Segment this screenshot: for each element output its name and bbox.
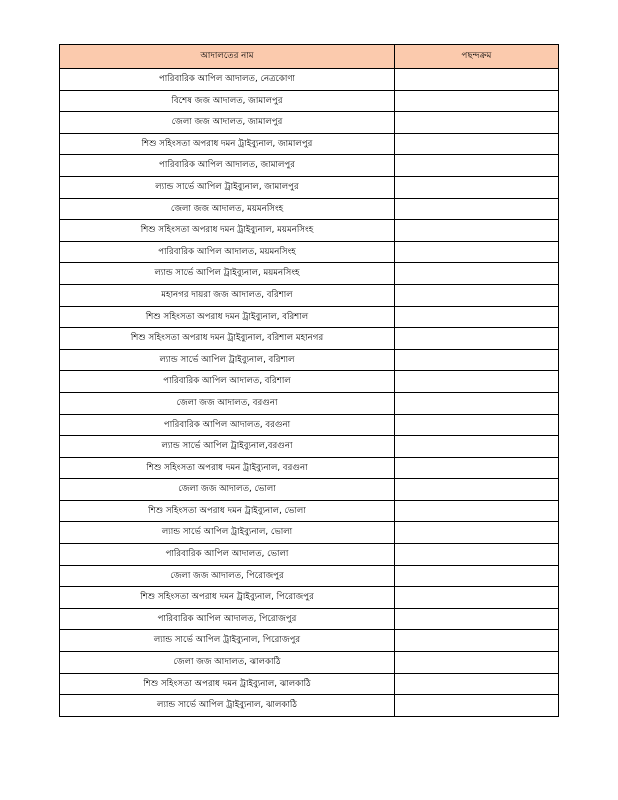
preference-cell[interactable] xyxy=(395,328,559,350)
preference-cell[interactable] xyxy=(395,695,559,717)
preference-cell[interactable] xyxy=(395,220,559,242)
table-row xyxy=(60,522,559,544)
preference-cell[interactable] xyxy=(395,306,559,328)
table-row xyxy=(60,112,559,134)
court-name-cell: জেলা জজ আদালত, ঝালকাঠি xyxy=(60,652,395,674)
table-row xyxy=(60,69,559,91)
preference-cell[interactable] xyxy=(395,284,559,306)
preference-cell[interactable] xyxy=(395,371,559,393)
preference-cell[interactable] xyxy=(395,90,559,112)
table-row xyxy=(60,284,559,306)
court-name-cell: পারিবারিক আপিল আদালত, ময়মনসিংহ xyxy=(60,241,395,263)
preference-cell[interactable] xyxy=(395,522,559,544)
table-header xyxy=(60,45,559,69)
court-name-cell: বিশেষ জজ আদালত, জামালপুর xyxy=(60,90,395,112)
table-row xyxy=(60,414,559,436)
table-row xyxy=(60,673,559,695)
header-row xyxy=(60,45,559,69)
table-row xyxy=(60,241,559,263)
court-name-cell: জেলা জজ আদালত, পিরোজপুর xyxy=(60,565,395,587)
table-row xyxy=(60,90,559,112)
table-row xyxy=(60,371,559,393)
preference-cell[interactable] xyxy=(395,69,559,91)
court-name-cell: শিশু সহিংসতা অপরাধ দমন ট্রাইব্যুনাল, বরিশাল মহানগর xyxy=(60,328,395,350)
court-name-cell: ল্যান্ড সার্ভে আপিল ট্রাইব্যুনাল, পিরোজপুর xyxy=(60,630,395,652)
court-name-cell: ল্যান্ড সার্ভে আপিল ট্রাইব্যুনাল, জামালপুর xyxy=(60,176,395,198)
preference-cell[interactable] xyxy=(395,133,559,155)
preference-cell[interactable] xyxy=(395,457,559,479)
table-row xyxy=(60,587,559,609)
court-name-cell: জেলা জজ আদালত, বরগুনা xyxy=(60,392,395,414)
court-name-cell: শিশু সহিংসতা অপরাধ দমন ট্রাইব্যুনাল, পিরোজপুর xyxy=(60,587,395,609)
table-row xyxy=(60,652,559,674)
preference-cell[interactable] xyxy=(395,479,559,501)
preference-cell[interactable] xyxy=(395,414,559,436)
court-name-cell: জেলা জজ আদালত, ময়মনসিংহ xyxy=(60,198,395,220)
court-name-cell: ল্যান্ড সার্ভে আপিল ট্রাইব্যুনাল, ময়মনসিংহ xyxy=(60,263,395,285)
court-name-cell: শিশু সহিংসতা অপরাধ দমন ট্রাইব্যুনাল, ঝালকাঠি xyxy=(60,673,395,695)
court-name-cell: পারিবারিক আপিল আদালত, বরিশাল xyxy=(60,371,395,393)
preference-cell[interactable] xyxy=(395,176,559,198)
table-row xyxy=(60,457,559,479)
table-row xyxy=(60,263,559,285)
table-row xyxy=(60,630,559,652)
table-row xyxy=(60,349,559,371)
preference-cell[interactable] xyxy=(395,436,559,458)
table-row xyxy=(60,479,559,501)
preference-cell[interactable] xyxy=(395,544,559,566)
court-name-cell: মহানগর দায়রা জজ আদালত, বরিশাল xyxy=(60,284,395,306)
table-row xyxy=(60,608,559,630)
table-row xyxy=(60,306,559,328)
court-name-cell: জেলা জজ আদালত, জামালপুর xyxy=(60,112,395,134)
court-name-cell: শিশু সহিংসতা অপরাধ দমন ট্রাইব্যুনাল, বরগুনা xyxy=(60,457,395,479)
court-name-cell: ল্যান্ড সার্ভে আপিল ট্রাইব্যুনাল, বরিশাল xyxy=(60,349,395,371)
preference-cell[interactable] xyxy=(395,652,559,674)
table-row xyxy=(60,565,559,587)
preference-cell[interactable] xyxy=(395,263,559,285)
table-row xyxy=(60,198,559,220)
preference-cell[interactable] xyxy=(395,587,559,609)
preference-cell[interactable] xyxy=(395,673,559,695)
header-preference: পছন্দক্রম xyxy=(395,45,559,69)
table-row xyxy=(60,392,559,414)
table-row xyxy=(60,176,559,198)
table-body xyxy=(60,69,559,717)
preference-cell[interactable] xyxy=(395,630,559,652)
preference-cell[interactable] xyxy=(395,500,559,522)
table-row xyxy=(60,328,559,350)
preference-cell[interactable] xyxy=(395,608,559,630)
header-court-name: আদালতের নাম xyxy=(60,45,395,69)
court-name-cell: পারিবারিক আপিল আদালত, জামালপুর xyxy=(60,155,395,177)
court-name-cell: পারিবারিক আপিল আদালত, নেত্রকোণা xyxy=(60,69,395,91)
table-row xyxy=(60,155,559,177)
court-name-cell: শিশু সহিংসতা অপরাধ দমন ট্রাইব্যুনাল, ভোলা xyxy=(60,500,395,522)
court-name-cell: ল্যান্ড সার্ভে আপিল ট্রাইব্যুনাল, ঝালকাঠি xyxy=(60,695,395,717)
preference-cell[interactable] xyxy=(395,392,559,414)
table-row xyxy=(60,544,559,566)
preference-cell[interactable] xyxy=(395,155,559,177)
table-row xyxy=(60,695,559,717)
preference-cell[interactable] xyxy=(395,565,559,587)
table-row xyxy=(60,220,559,242)
table-row xyxy=(60,436,559,458)
court-preference-table xyxy=(59,44,559,717)
court-name-cell: ল্যান্ড সার্ভে আপিল ট্রাইব্যুনাল,বরগুনা xyxy=(60,436,395,458)
preference-cell[interactable] xyxy=(395,241,559,263)
court-name-cell: পারিবারিক আপিল আদালত, বরগুনা xyxy=(60,414,395,436)
preference-cell[interactable] xyxy=(395,198,559,220)
court-name-cell: জেলা জজ আদালত, ভোলা xyxy=(60,479,395,501)
court-name-cell: পারিবারিক আপিল আদালত, ভোলা xyxy=(60,544,395,566)
preference-cell[interactable] xyxy=(395,112,559,134)
court-name-cell: শিশু সহিংসতা অপরাধ দমন ট্রাইব্যুনাল, জামালপুর xyxy=(60,133,395,155)
court-name-cell: শিশু সহিংসতা অপরাধ দমন ট্রাইব্যুনাল, বরিশাল xyxy=(60,306,395,328)
court-name-cell: পারিবারিক আপিল আদালত, পিরোজপুর xyxy=(60,608,395,630)
court-name-cell: ল্যান্ড সার্ভে আপিল ট্রাইব্যুনাল, ভোলা xyxy=(60,522,395,544)
table-row xyxy=(60,500,559,522)
preference-cell[interactable] xyxy=(395,349,559,371)
court-name-cell: শিশু সহিংসতা অপরাধ দমন ট্রাইব্যুনাল, ময়মনসিংহ xyxy=(60,220,395,242)
table-row xyxy=(60,133,559,155)
